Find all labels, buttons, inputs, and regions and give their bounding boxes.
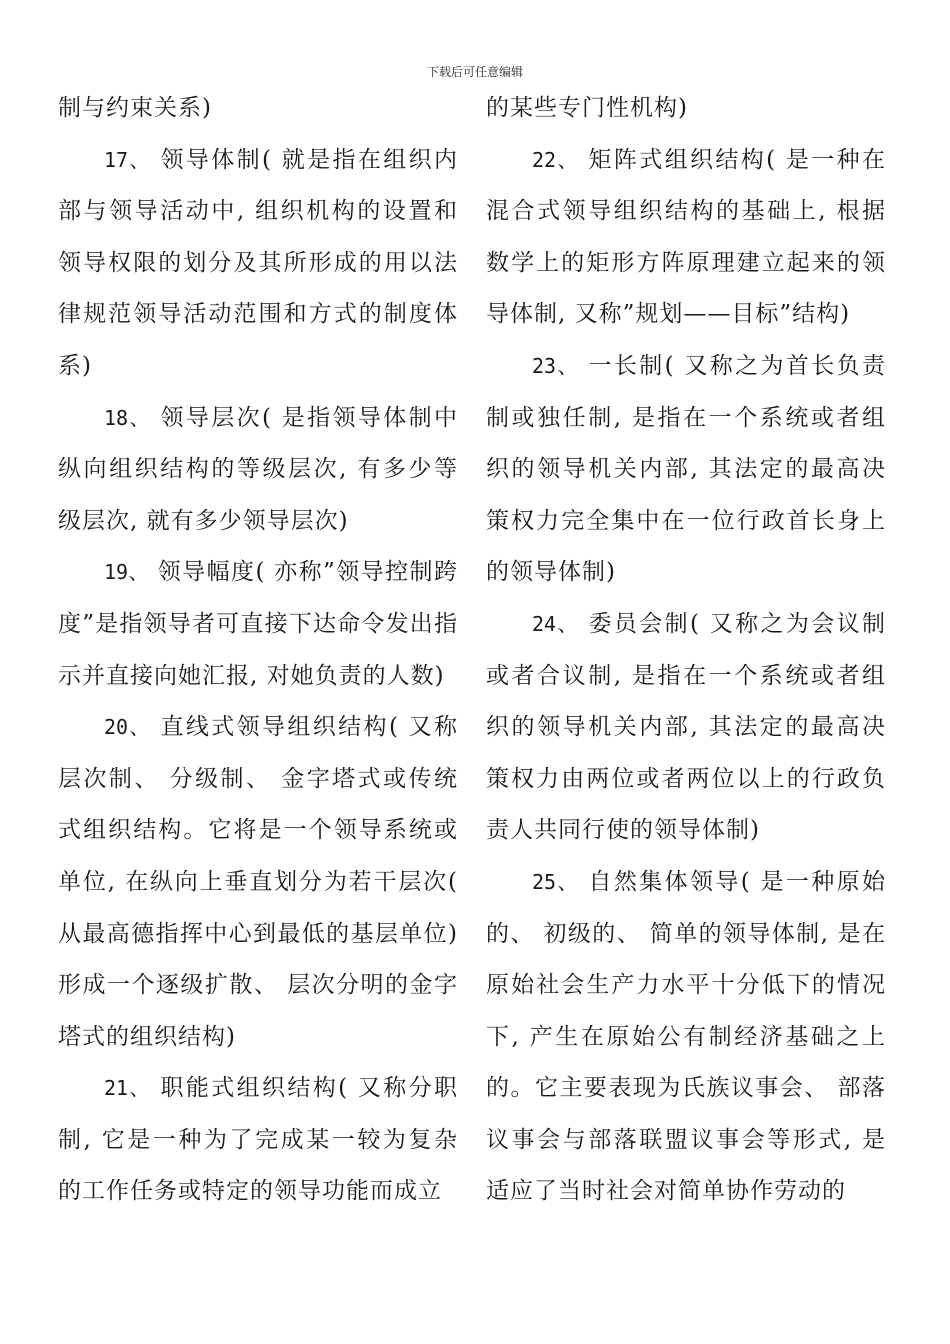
term-number: 23、 (532, 353, 579, 378)
term-22 (486, 135, 886, 341)
term-23 (486, 341, 886, 599)
paragraph-text: 职能式组织结构( 又称分职制, 它是一种为了完成某一较为复杂的工作任务或特定的领导功能而成立 (58, 1075, 458, 1205)
term-number: 20、 (104, 715, 151, 740)
term-24 (486, 599, 886, 857)
term-21 (58, 1063, 458, 1218)
term-number: 21、 (104, 1076, 151, 1101)
paragraph-text: 领导体制( 就是指在组织内部与领导活动中, 组织机构的设置和领导权限的划分及其所形成的用以法律规范领导活动范围和方式的制度体系) (58, 146, 458, 379)
paragraph-text: 矩阵式组织结构( 是一种在混合式领导组织结构的基础上, 根据数学上的矩形方阵原理建立起来的领导体制, 又称”规划——目标”结构) (486, 146, 886, 328)
left-column (58, 83, 458, 1218)
paragraph-text: 领导幅度( 亦称”领导控制跨度”是指领导者可直接下达命令发出指示并直接向她汇报, 对她负责的人数) (58, 559, 458, 689)
term-number: 25、 (532, 869, 579, 894)
term-number: 22、 (532, 147, 579, 172)
page-header: 下载后可任意编辑 (426, 65, 523, 79)
term-20 (58, 702, 458, 1063)
paragraph-text: 自然集体领导( 是一种原始的、 初级的、 简单的领导体制, 是在原始社会生产力水平十分低下的情况下, 产生在原始公有制经济基础之上的。它主要表现为氏族议事会、 部落议事会与部落联盟议事会等形式, 是适应了当时社会对简单协作劳动的 (486, 868, 886, 1205)
paragraph-text: 的某些专门性机构) (486, 95, 688, 121)
paragraph-text: 直线式领导组织结构( 又称层次制、 分级制、 金字塔式或传统式组织结构。它将是一个领导系统或单位, 在纵向上垂直划分为若干层次( 从最高德指挥中心到最低的基层单位) 形成一个逐级扩散、 层次分明的金字塔式的组织结构) (58, 714, 458, 1050)
term-18 (58, 393, 458, 548)
term-number: 24、 (532, 611, 579, 636)
right-column (486, 83, 886, 1218)
paragraph-text: 制与约束关系) (58, 95, 212, 121)
paragraph-text: 领导层次( 是指领导体制中纵向组织结构的等级层次, 有多少等级层次, 就有多少领导层次) (58, 404, 458, 534)
term-17 (58, 135, 458, 393)
term-25 (486, 857, 886, 1218)
term-19 (58, 547, 458, 702)
paragraph-text: 一长制( 又称之为首长负责制或独任制, 是指在一个系统或者组织的领导机关内部, 其法定的最高决策权力完全集中在一位行政首长身上的领导体制) (486, 352, 886, 586)
term-number: 17、 (104, 147, 151, 172)
paragraph-continuation (58, 83, 458, 135)
paragraph-text: 委员会制( 又称之为会议制或者合议制, 是指在一个系统或者组织的领导机关内部, 其法定的最高决策权力由两位或者两位以上的行政负责人共同行使的领导体制) (486, 610, 886, 844)
term-number: 19、 (104, 560, 149, 585)
term-number: 18、 (104, 405, 151, 430)
paragraph-continuation (486, 83, 886, 135)
